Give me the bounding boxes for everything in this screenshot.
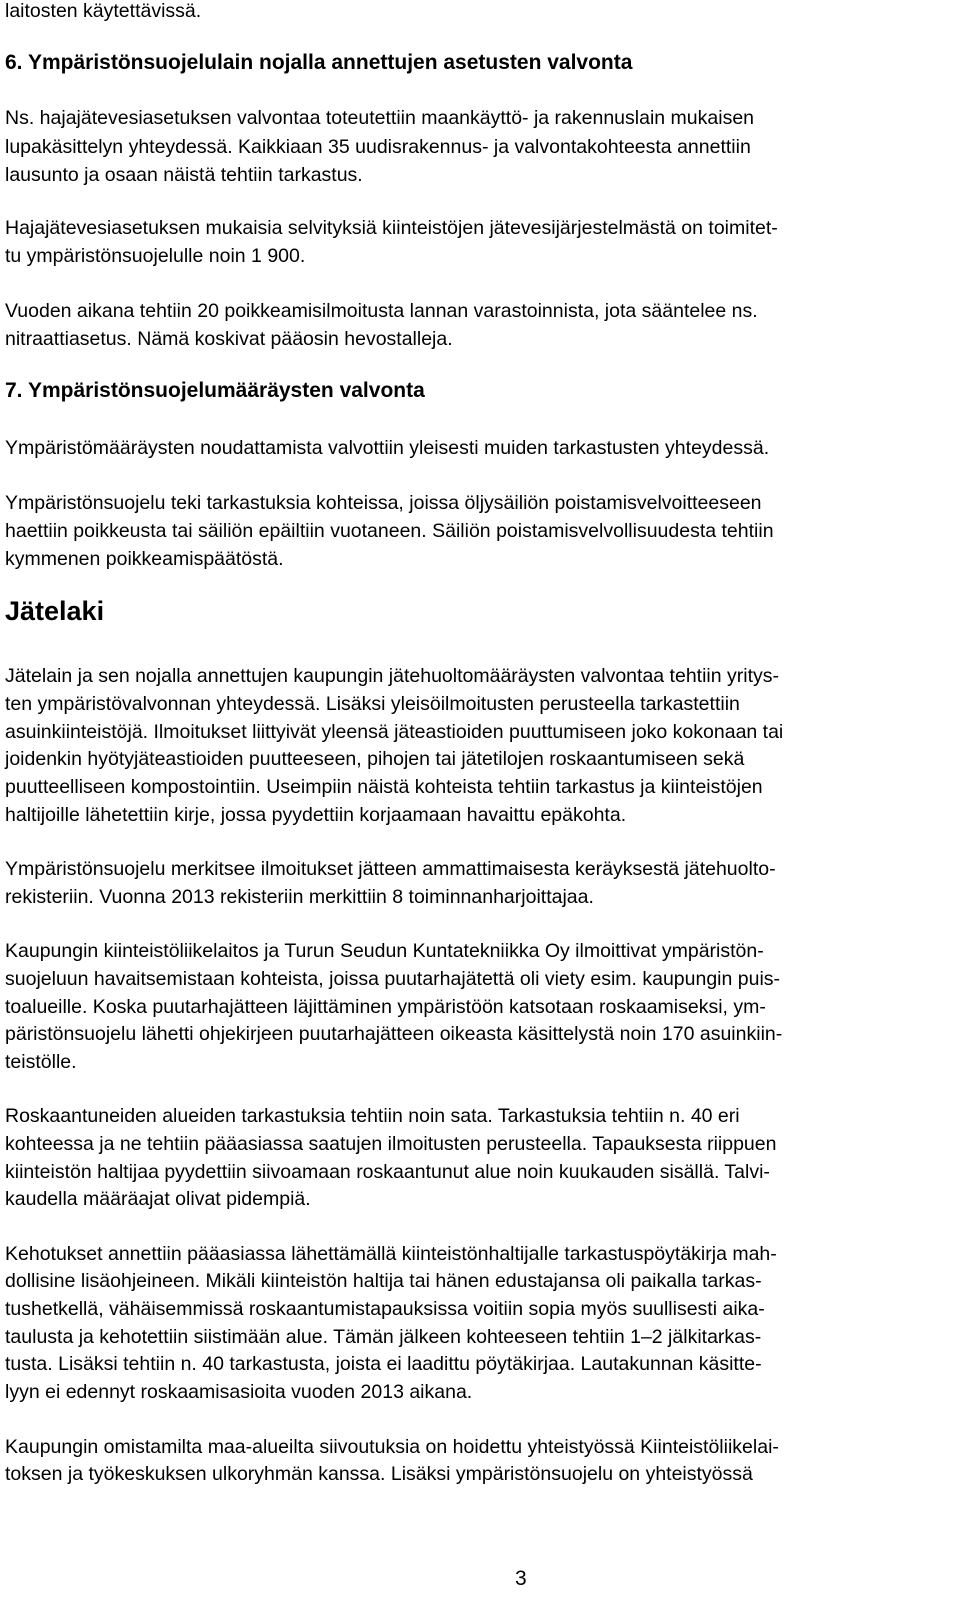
text-line: dollisine lisäohjeineen. Mikäli kiinteistön haltija tai hänen edustajansa oli paikalla tarkas- — [5, 1270, 762, 1292]
text-line: nitraattiasetus. Nämä koskivat pääosin hevostalleja. — [5, 328, 453, 350]
text-line: Roskaantuneiden alueiden tarkastuksia tehtiin noin sata. Tarkastuksia tehtiin n. 40 eri — [5, 1105, 740, 1127]
text-line: kohteessa ja ne tehtiin pääasiassa saatujen ilmoitusten perusteella. Tapauksesta riippuen — [5, 1133, 777, 1155]
text-line: Kaupungin omistamilta maa-alueilta siivoutuksia on hoidettu yhteistyössä Kiinteistöliikelai- — [5, 1436, 779, 1458]
section-heading-jatelaki: Jätelaki — [5, 596, 105, 626]
text-line: Kehotukset annettiin pääasiassa lähettämällä kiinteistönhaltijalle tarkastuspöytäkirja mah- — [5, 1243, 777, 1265]
text-line: Jätelain ja sen nojalla annettujen kaupungin jätehuoltomääräysten valvontaa tehtiin yritys- — [5, 665, 779, 687]
text-line: tushetkellä, vähäisemmissä roskaantumistapauksissa voitiin sopia myös suullisesti aika- — [5, 1298, 765, 1320]
text-line: lausunto ja osaan näistä tehtiin tarkastus. — [5, 164, 363, 186]
text-line: haettiin poikkeusta tai säiliön epäiltiin vuotaneen. Säiliön poistamisvelvollisuudesta tehtiin — [5, 520, 774, 542]
text-line: Ympäristönsuojelu teki tarkastuksia kohteissa, joissa öljysäiliön poistamisvelvoitteeseen — [5, 492, 762, 514]
text-line: Hajajätevesiasetuksen mukaisia selvityksiä kiinteistöjen jätevesijärjestelmästä on toimitet- — [5, 217, 778, 239]
text-line: haltijoille lähetettiin kirje, jossa pyydettiin korjaamaan havaittu epäkohta. — [5, 804, 627, 826]
text-line: puutteelliseen kompostointiin. Useimpiin näistä kohteista tehtiin tarkastus ja kiinteistöjen — [5, 776, 763, 798]
text-line: toalueille. Koska puutarhajätteen läjittäminen ympäristöön katsotaan roskaamiseksi, ym- — [5, 996, 766, 1018]
text-line: asuinkiinteistöjä. Ilmoitukset liittyivät yleensä jäteastioiden puuttumiseen joko kokonaan tai — [5, 721, 784, 743]
text-line: suojeluun havaitsemistaan kohteista, joissa puutarhajätettä oli viety esim. kaupungin puis- — [5, 968, 781, 990]
section-heading-6: 6. Ympäristönsuojelulain nojalla annettujen asetusten valvonta — [5, 51, 633, 74]
text-line: tu ympäristönsuojelulle noin 1 900. — [5, 245, 306, 267]
text-line: taulusta ja kehotettiin siistimään alue. Tämän jälkeen kohteeseen tehtiin 1–2 jälkitarkas- — [5, 1326, 762, 1348]
text-line: toksen ja työkeskuksen ulkoryhmän kanssa. Lisäksi ympäristönsuojelu on yhteistyössä — [5, 1463, 753, 1485]
text-line: Vuoden aikana tehtiin 20 poikkeamisilmoitusta lannan varastoinnista, jota sääntelee ns. — [5, 300, 758, 322]
text-line: joidenkin hyötyjäteastioiden puutteeseen, pihojen tai jätetilojen roskaantumiseen sekä — [5, 748, 745, 770]
text-line: teistölle. — [5, 1051, 77, 1073]
section-heading-7: 7. Ympäristönsuojelumääräysten valvonta — [5, 379, 425, 402]
page-number: 3 — [515, 1567, 527, 1590]
text-line: tusta. Lisäksi tehtiin n. 40 tarkastusta, joista ei laadittu pöytäkirjaa. Lautakunnan käsitte- — [5, 1353, 762, 1375]
text-line: kaudella määräajat olivat pidempiä. — [5, 1188, 311, 1210]
text-line: Ns. hajajätevesiasetuksen valvontaa toteutettiin maankäyttö- ja rakennuslain mukaisen — [5, 107, 755, 129]
text-line: lyyn ei edennyt roskaamisasioita vuoden 2013 aikana. — [5, 1381, 473, 1403]
text-line: kymmenen poikkeamispäätöstä. — [5, 548, 284, 570]
text-line: Ympäristömääräysten noudattamista valvottiin yleisesti muiden tarkastusten yhteydessä. — [5, 437, 770, 459]
text-line: kiinteistön haltijaa pyydettiin siivoamaan roskaantunut alue noin kuukauden sisällä. Talvi- — [5, 1161, 770, 1183]
text-line: rekisteriin. Vuonna 2013 rekisteriin merkittiin 8 toiminnanharjoittajaa. — [5, 886, 594, 908]
paragraph-fragment: laitosten käytettävissä. — [5, 0, 202, 22]
text-line: päristönsuojelu lähetti ohjekirjeen puutarhajätteen oikeasta käsittelystä noin 170 asuinkiin- — [5, 1023, 783, 1045]
text-line: Ympäristönsuojelu merkitsee ilmoitukset jätteen ammattimaisesta keräyksestä jätehuolto- — [5, 858, 776, 880]
text-line: Kaupungin kiinteistöliikelaitos ja Turun Seudun Kuntatekniikka Oy ilmoittivat ympäristön- — [5, 940, 764, 962]
text-line: ten ympäristövalvonnan yhteydessä. Lisäksi yleisöilmoitusten perusteella tarkastettiin — [5, 693, 740, 715]
text-line: lupakäsittelyn yhteydessä. Kaikkiaan 35 uudisrakennus- ja valvontakohteesta annettiin — [5, 136, 751, 158]
